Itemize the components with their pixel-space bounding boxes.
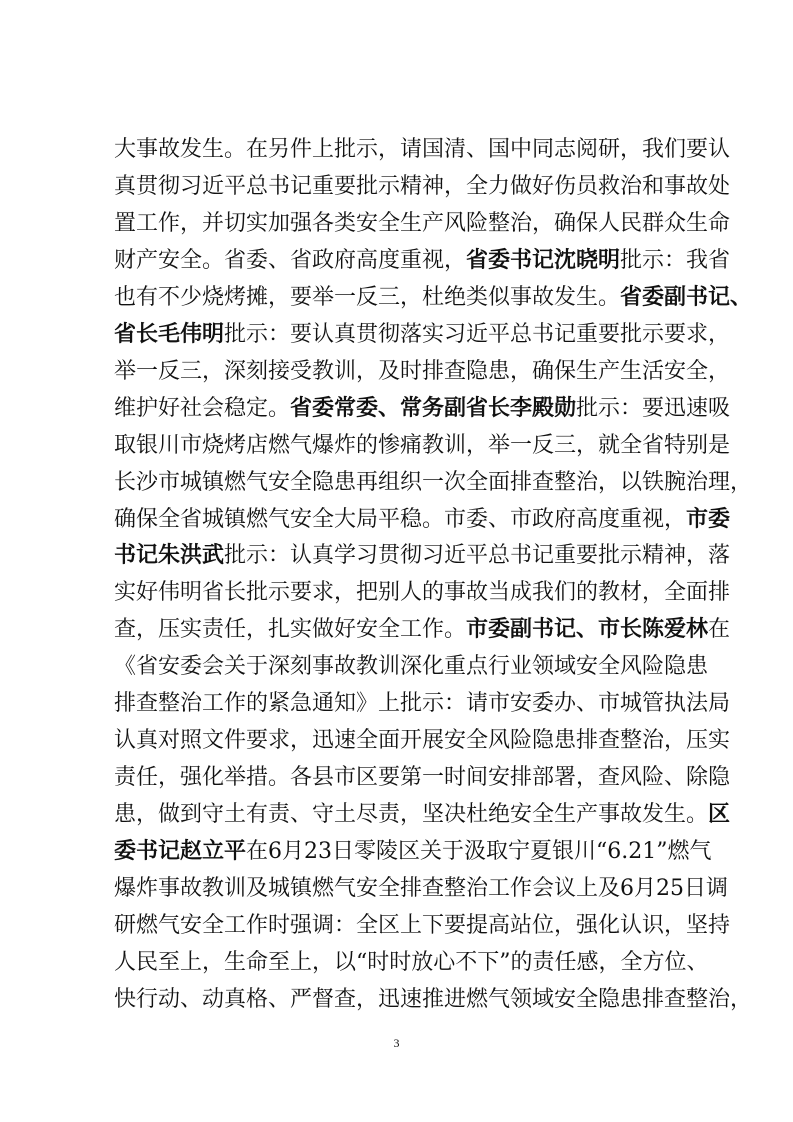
text-line bbox=[114, 132, 731, 169]
bold-name-text: 省委书记沈晓明 bbox=[466, 247, 621, 273]
body-text: 在6月23日零陵区关于汲取宁夏银川“6.21”燃气 bbox=[246, 839, 712, 865]
text-line bbox=[114, 169, 731, 206]
body-text: 排查整治工作的紧急通知》上批示：请市安委办、市城管执法局 bbox=[114, 691, 731, 717]
body-text: 批示：我省 bbox=[620, 247, 731, 273]
text-line bbox=[114, 317, 731, 354]
body-text: 置工作，并切实加强各类安全生产风险整治，确保人民群众生命 bbox=[114, 210, 731, 236]
body-text: 批示：认真学习贯彻习近平总书记重要批示精神，落 bbox=[224, 543, 731, 569]
text-line bbox=[114, 538, 731, 575]
body-text: 确保全省城镇燃气安全大局平稳。市委、市政府高度重视， bbox=[114, 506, 687, 532]
body-text: 维护好社会稳定。 bbox=[114, 395, 291, 421]
bold-name-text: 市委副书记、市长陈爱林 bbox=[466, 617, 709, 643]
text-line bbox=[114, 280, 753, 317]
body-text: 批示：要迅速吸 bbox=[576, 395, 731, 421]
text-line bbox=[114, 908, 731, 945]
text-line bbox=[114, 797, 731, 834]
body-text: 也有不少烧烤摊，要举一反三，杜绝类似事故发生。 bbox=[114, 284, 621, 310]
document-body bbox=[114, 132, 753, 1019]
text-line bbox=[114, 834, 712, 871]
body-text: 责任，强化举措。各县市区要第一时间安排部署，查风险、除隐 bbox=[114, 765, 731, 791]
body-text: 在 bbox=[708, 617, 731, 643]
text-line bbox=[114, 982, 753, 1019]
text-line bbox=[114, 945, 709, 982]
bold-name-text: 省长毛伟明 bbox=[114, 321, 225, 347]
text-line bbox=[114, 502, 731, 539]
body-text: 取银川市烧烤店燃气爆炸的惨痛教训，举一反三，就全省特别是 bbox=[114, 432, 731, 458]
body-text: 《省安委会关于深刻事故教训深化重点行业领域安全风险隐患 bbox=[114, 654, 709, 680]
bold-name-text: 区 bbox=[708, 802, 731, 828]
body-text: 认真对照文件要求，迅速全面开展安全风险隐患排查整治，压实 bbox=[114, 728, 731, 754]
text-line bbox=[114, 649, 709, 686]
body-text: 长沙市城镇燃气安全隐患再组织一次全面排查整治，以铁腕治理， bbox=[114, 469, 753, 495]
text-line bbox=[114, 465, 753, 502]
text-line bbox=[114, 428, 731, 465]
body-text: 查，压实责任，扎实做好安全工作。 bbox=[114, 617, 467, 643]
body-text: 批示：要认真贯彻落实习近平总书记重要批示要求， bbox=[224, 321, 731, 347]
text-line bbox=[114, 760, 731, 797]
page-number: 3 bbox=[393, 1036, 400, 1050]
body-text: 人民至上，生命至上，以“时时放心不下”的责任感，全方位、 bbox=[114, 949, 709, 975]
text-line bbox=[114, 871, 728, 908]
body-text: 爆炸事故教训及城镇燃气安全排查整治工作会议上及6月25日调 bbox=[114, 876, 728, 902]
text-line bbox=[114, 575, 731, 612]
bold-name-text: 书记朱洪武 bbox=[114, 543, 225, 569]
text-line bbox=[114, 391, 731, 428]
body-text: 实好伟明省长批示要求，把别人的事故当成我们的教材，全面排 bbox=[114, 580, 731, 606]
text-line bbox=[114, 243, 731, 280]
body-text: 患，做到守土有责、守土尽责，坚决杜绝安全生产事故发生。 bbox=[114, 802, 709, 828]
body-text: 研燃气安全工作时强调：全区上下要提高站位，强化认识，坚持 bbox=[114, 913, 731, 939]
text-line bbox=[114, 723, 731, 760]
bold-name-text: 省委副书记、 bbox=[620, 284, 753, 310]
body-text: 快行动、动真格、严督查，迅速推进燃气领域安全隐患排查整治， bbox=[114, 986, 753, 1012]
text-line bbox=[114, 686, 731, 723]
body-text: 真贯彻习近平总书记重要批示精神，全力做好伤员救治和事故处 bbox=[114, 173, 731, 199]
text-line bbox=[114, 612, 731, 649]
text-line bbox=[114, 206, 731, 243]
text-line bbox=[114, 354, 731, 391]
body-text: 财产安全。省委、省政府高度重视， bbox=[114, 247, 467, 273]
body-text: 大事故发生。在另件上批示，请国清、国中同志阅研，我们要认 bbox=[114, 137, 731, 162]
bold-name-text: 市委 bbox=[686, 506, 731, 532]
bold-name-text: 委书记赵立平 bbox=[114, 839, 247, 865]
bold-name-text: 省委常委、常务副省长李殿勋 bbox=[290, 395, 577, 421]
body-text: 举一反三，深刻接受教训，及时排查隐患，确保生产生活安全， bbox=[114, 358, 731, 384]
